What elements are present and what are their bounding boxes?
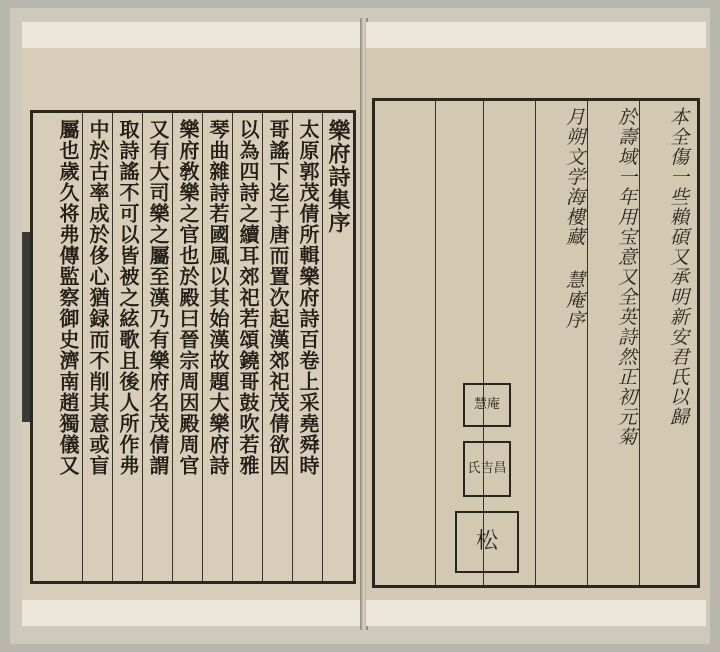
- text-column: 哥謠下迄于唐而置次起漢郊祀茂倩欲因: [266, 119, 290, 476]
- column-rule: [587, 101, 588, 585]
- column-rule: [82, 113, 83, 581]
- text-column: 太原郭茂倩所輯樂府詩百卷上采堯舜時: [296, 119, 320, 476]
- top-margin: [22, 22, 362, 48]
- text-column: 琴曲雜詩若國風以其始漢故題大樂府詩: [206, 119, 230, 476]
- right-text-frame: [372, 98, 700, 588]
- column-rule: [202, 113, 203, 581]
- column-rule: [435, 101, 436, 585]
- column-rule: [322, 113, 323, 581]
- preface-title: 樂府詩集序: [325, 119, 351, 234]
- handwritten-column: 於壽域一年用宝意又全英詩然正初元菊: [615, 107, 637, 447]
- bottom-margin: [22, 600, 362, 626]
- text-column: 屬也歲久将弗傳監察御史濟南趙獨儀又: [56, 119, 80, 476]
- seal-stamp: 氏吉昌: [463, 441, 511, 497]
- column-rule: [535, 101, 536, 585]
- top-margin: [366, 22, 706, 48]
- left-page: [22, 22, 362, 626]
- open-book: [10, 8, 710, 644]
- column-rule: [172, 113, 173, 581]
- column-rule: [112, 113, 113, 581]
- column-rule: [639, 101, 640, 585]
- bottom-margin: [366, 600, 706, 626]
- column-rule: [142, 113, 143, 581]
- seal-stamp: 松: [455, 511, 519, 573]
- left-text-frame: [30, 110, 356, 584]
- text-column: 取詩謠不可以皆被之絃歌且後人所作弗: [116, 119, 140, 476]
- column-rule: [232, 113, 233, 581]
- handwritten-column: 本全傷一些賴碩又承明新安君氏以歸: [667, 107, 689, 427]
- seal-stamp: 慧庵: [463, 383, 511, 427]
- text-column: 中於古率成於侈心猶録而不削其意或盲: [86, 119, 110, 476]
- text-column: 又有大司樂之屬至漢乃有樂府名茂倩謂: [146, 119, 170, 476]
- column-rule: [262, 113, 263, 581]
- column-rule: [292, 113, 293, 581]
- right-page: [366, 22, 706, 626]
- spine-tab: [22, 232, 30, 422]
- text-column: 樂府敎樂之官也於殿曰晉宗周因殿周官: [176, 119, 200, 476]
- handwritten-column: 月朔文学海樓藏 慧庵序: [563, 107, 585, 330]
- text-column: 以為四詩之續耳郊祀若頌鐃哥鼓吹若雅: [236, 119, 260, 476]
